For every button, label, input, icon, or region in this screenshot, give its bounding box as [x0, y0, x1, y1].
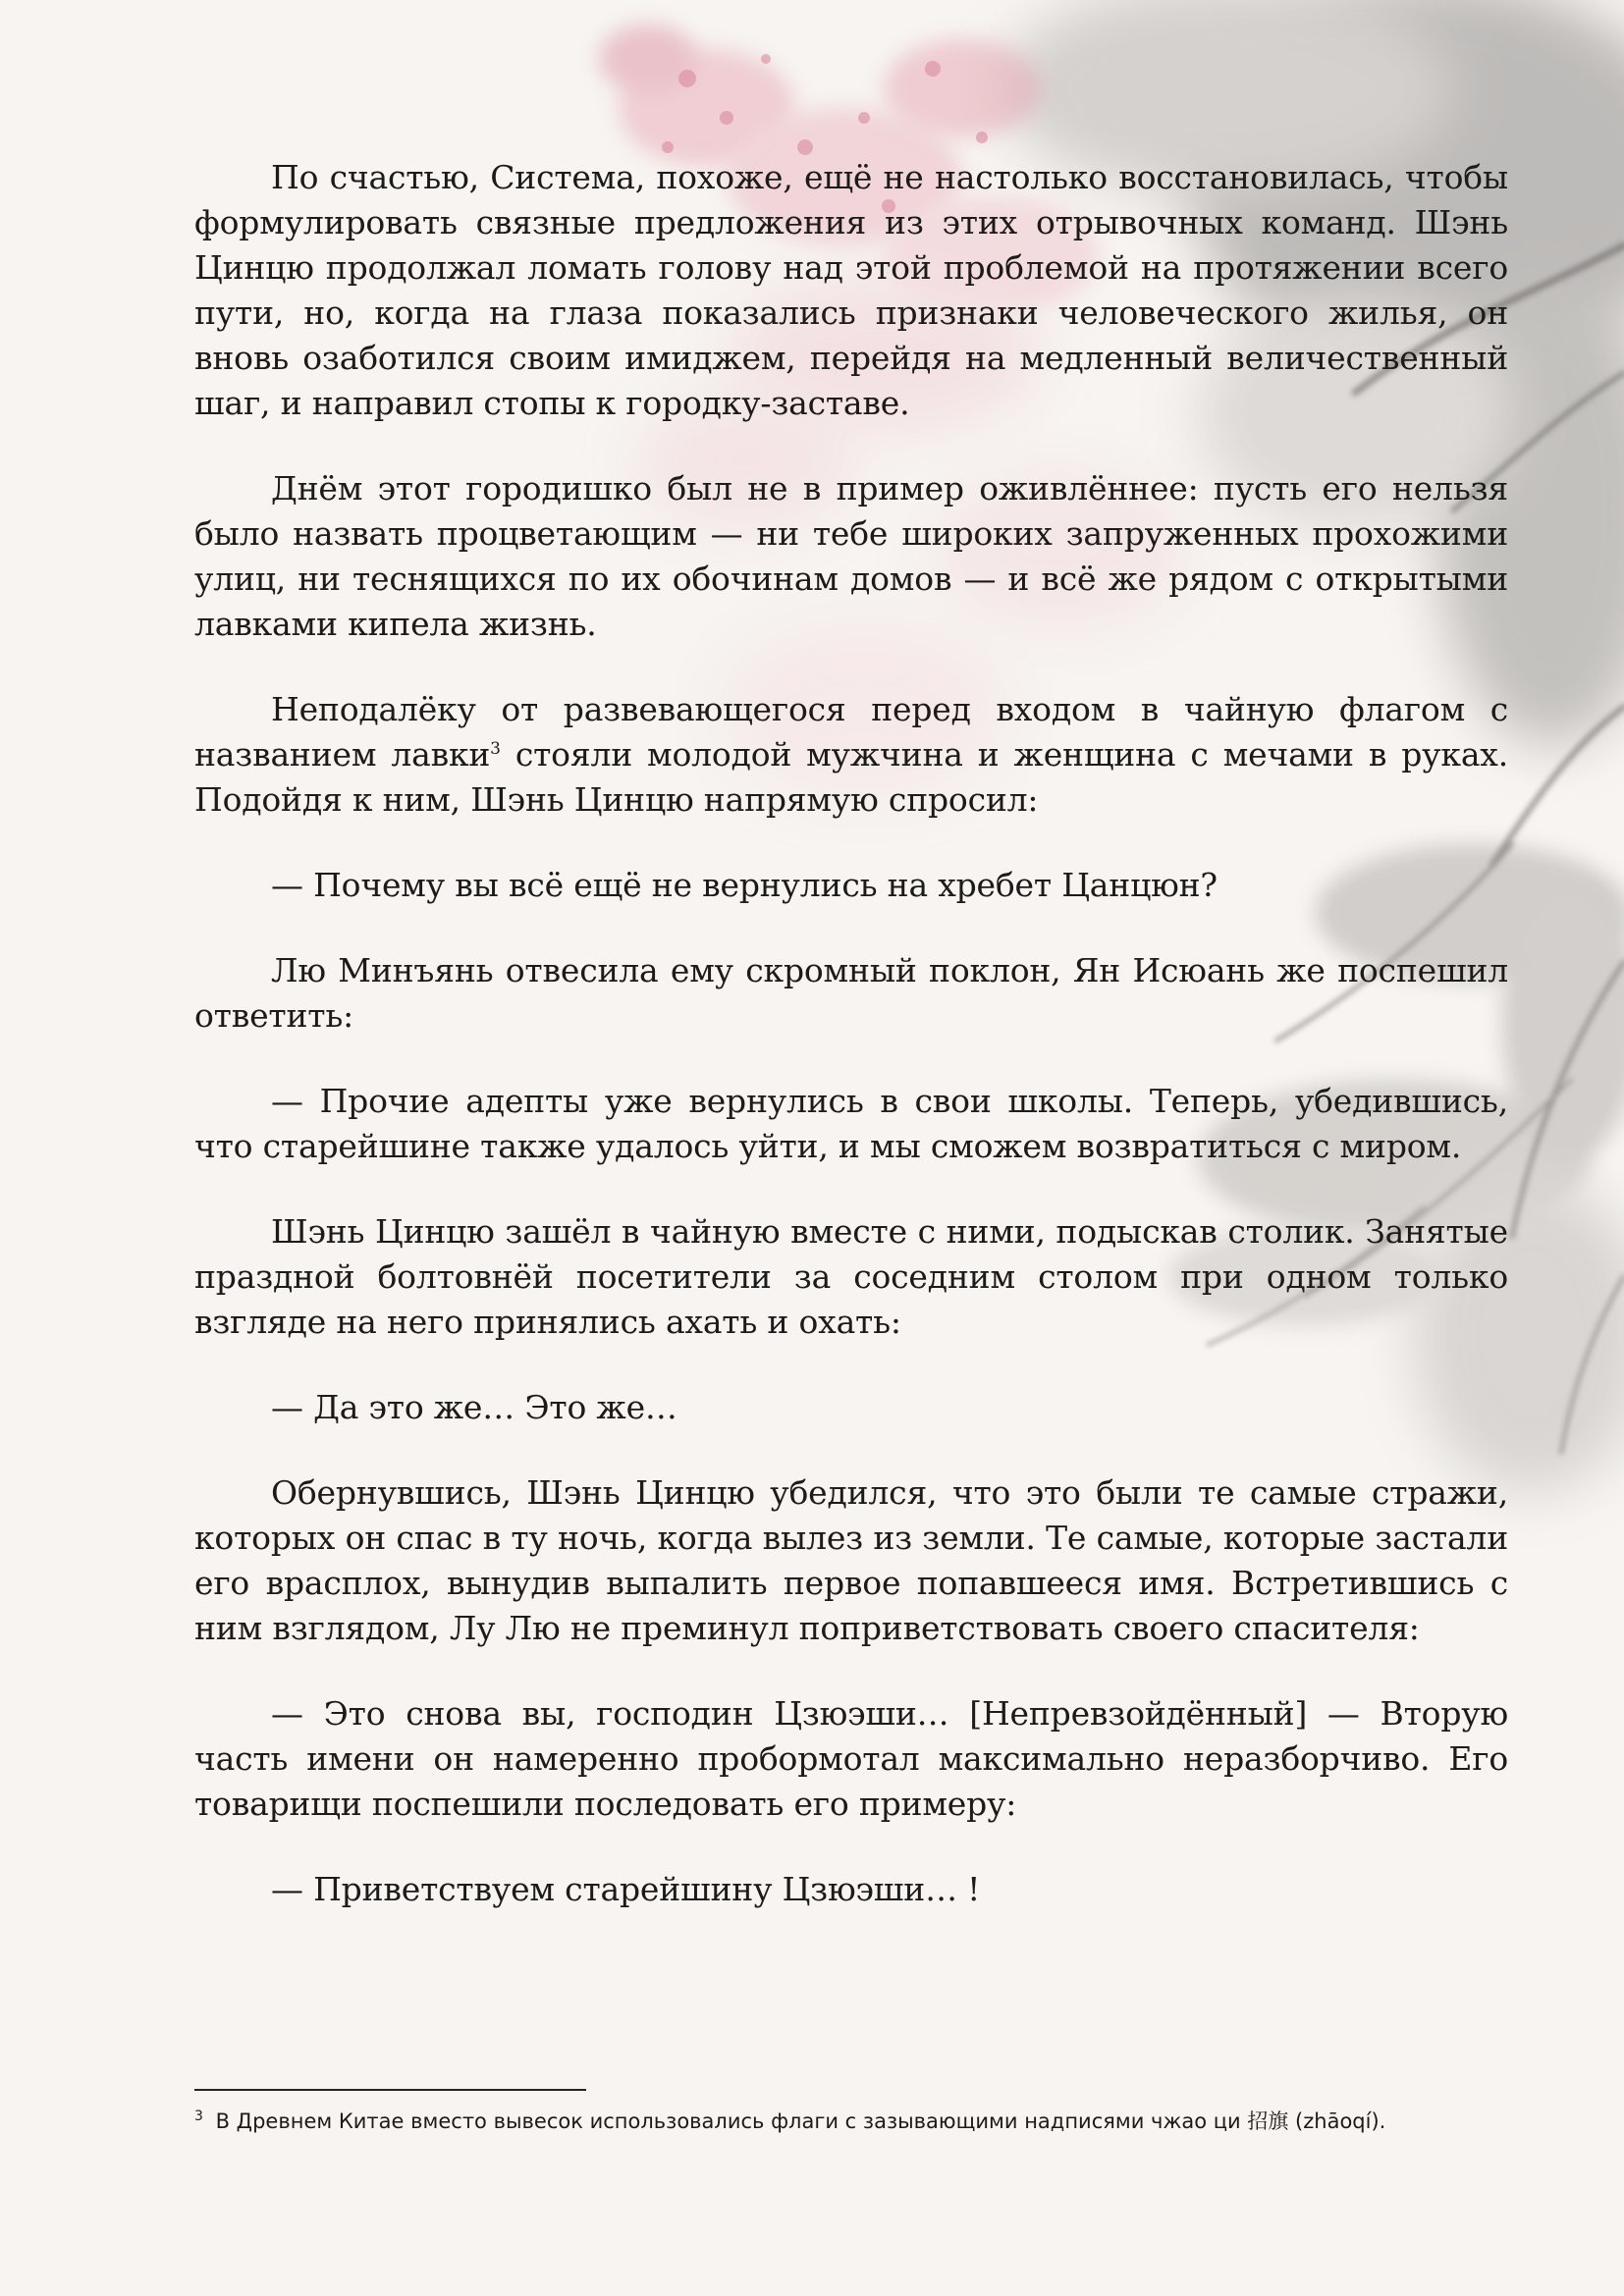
paragraph-3-start: Неподалёку от развевающегося перед входом в чайную флагом с названием лавки — [194, 690, 1508, 774]
footnote-text: В Древнем Китае вместо вывесок использовались флаги с зазывающими надписями чжао ци 招旗 (zhāoqí). — [208, 2109, 1386, 2133]
footnote-separator — [194, 2089, 586, 2091]
paragraph-3-end: стояли молодой мужчина и женщина с мечами в руках. Подойдя к ним, Шэнь Цинцю напрямую спросил: — [194, 735, 1508, 819]
paragraph-10-dialogue: — Это снова вы, господин Цзюэши… [Непревзойдённый] — Вторую часть имени он намеренно пробормотал максимально неразборчиво. Его товарищи поспешили последовать его примеру: — [194, 1694, 1508, 1823]
footnote-ref[interactable]: 3 — [490, 739, 501, 759]
paragraph-11-dialogue: — Приветствуем старейшину Цзюэши… ! — [271, 1870, 981, 1908]
page-body — [194, 155, 1508, 1952]
footnote — [194, 2107, 1530, 2136]
paragraph-9: Обернувшись, Шэнь Цинцю убедился, что это были те самые стражи, которых он спас в ту ночь, когда вылез из земли. Те самые, которые застали его врасплох, вынудив выпалить первое попавшееся имя. Встретившись с ним взглядом, Лу Лю не преминул поприветствовать своего спасителя: — [194, 1473, 1508, 1647]
paragraph-7: Шэнь Цинцю зашёл в чайную вместе с ними, подыскав столик. Занятые праздной болтовнёй посетители за соседним столом при одном только взгляде на него принялись ахать и охать: — [194, 1212, 1508, 1341]
paragraph-3 — [194, 687, 1508, 823]
paragraph-1: По счастью, Система, похоже, ещё не настолько восстановилась, чтобы формулировать связные предложения из этих отрывочных команд. Шэнь Цинцю продолжал ломать голову над этой проблемой на протяжении всего пути, но, когда на глаза показались признаки человеческого жилья, он вновь озаботился своим имиджем, перейдя на медленный величественный шаг, и направил стопы к городку-заставе. — [194, 158, 1508, 422]
paragraph-8-dialogue: — Да это же… Это же… — [271, 1388, 677, 1426]
paragraph-6-dialogue: — Прочие адепты уже вернулись в свои школы. Теперь, убедившись, что старейшине также удалось уйти, и мы сможем возвратиться с миром. — [194, 1082, 1508, 1165]
paragraph-2: Днём этот городишко был не в пример оживлённее: пусть его нельзя было назвать процветающим — ни тебе широких запруженных прохожими улиц, ни теснящихся по их обочинам домов — и всё же рядом с открытыми лавками кипела жизнь. — [194, 469, 1508, 643]
footnote-number: 3 — [194, 2109, 203, 2124]
paragraph-5: Лю Минъянь отвесила ему скромный поклон, Ян Исюань же поспешил ответить: — [194, 951, 1508, 1035]
paragraph-4-dialogue: — Почему вы всё ещё не вернулись на хребет Цанцюн? — [271, 866, 1218, 904]
